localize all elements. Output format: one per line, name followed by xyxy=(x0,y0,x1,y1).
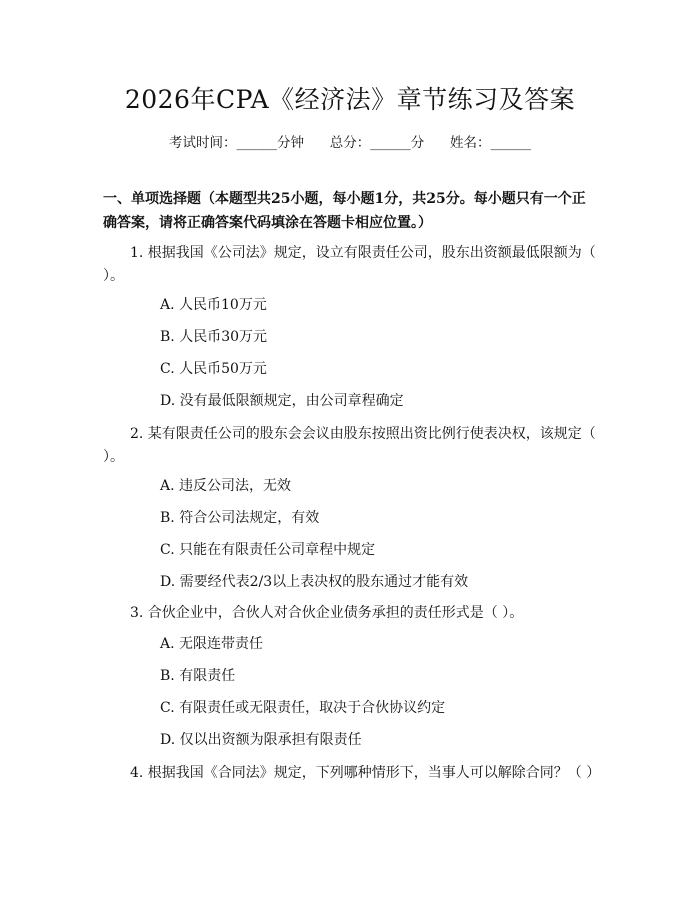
option-b: B. 人民币30万元 xyxy=(160,329,268,345)
option-d: D. 需要经代表2/3以上表决权的股东通过才能有效 xyxy=(160,574,469,590)
question-stem: 1. 根据我国《公司法》规定，设立有限责任公司，股东出资额最低限额为（ ）。 xyxy=(103,245,596,284)
option-a: A. 人民币10万元 xyxy=(160,297,267,313)
question-stem: 2. 某有限责任公司的股东会会议由股东按照出资比例行使表决权，该规定（ ）。 xyxy=(103,426,596,465)
option-c: C. 人民币50万元 xyxy=(160,361,267,377)
question-stem: 3. 合伙企业中，合伙人对合伙企业债务承担的责任形式是（ ）。 xyxy=(130,605,524,621)
section-heading: 一、单项选择题（本题型共25小题，每小题1分，共25分。每小题只有一个正确答案，请将正确答案代码填涂在答题卡相应位置。） xyxy=(103,191,586,231)
question-stem: 4. 根据我国《合同法》规定，下列哪种情形下，当事人可以解除合同？（ ） xyxy=(130,765,601,781)
option-c: C. 只能在有限责任公司章程中规定 xyxy=(160,542,376,558)
option-b: B. 有限责任 xyxy=(160,668,236,684)
option-b: B. 符合公司法规定，有效 xyxy=(160,510,320,526)
page-title: 2026年CPA《经济法》章节练习及答案 xyxy=(124,85,576,114)
option-c: C. 有限责任或无限责任，取决于合伙协议约定 xyxy=(160,700,446,716)
exam-info-line: 考试时间：______分钟 总分：______分 姓名：______ xyxy=(169,135,531,151)
option-a: A. 无限连带责任 xyxy=(160,636,264,652)
option-d: D. 仅以出资额为限承担有限责任 xyxy=(160,732,362,748)
option-d: D. 没有最低限额规定，由公司章程确定 xyxy=(160,393,404,409)
option-a: A. 违反公司法，无效 xyxy=(160,478,292,494)
